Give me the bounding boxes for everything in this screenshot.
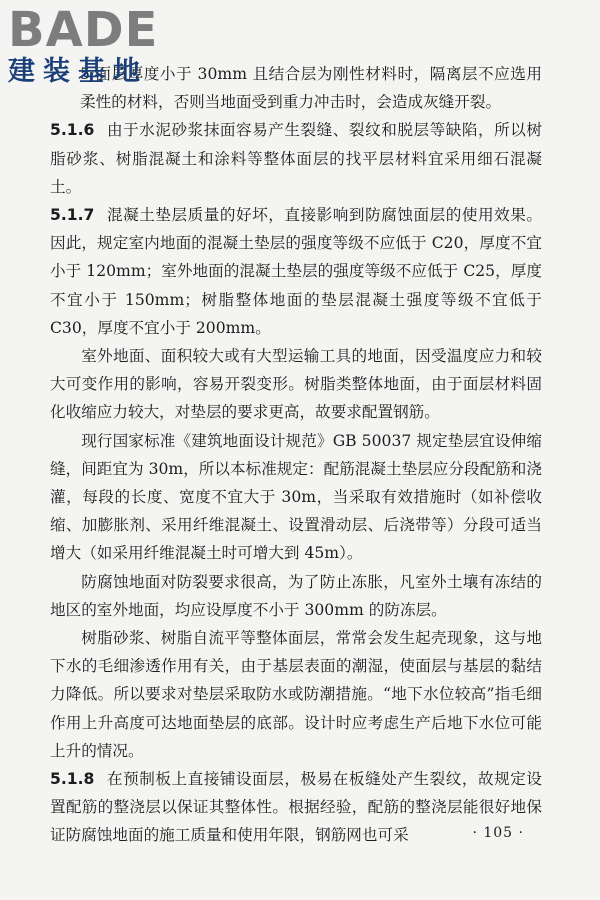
body-text (50, 60, 542, 850)
clause-paragraph (50, 116, 542, 201)
paragraph-text: 5 面层厚度小于 30mm 且结合层为刚性材料时，隔离层不应选用柔性的材料，否则当地面受到重力冲击时，会造成灰缝开裂。 (80, 65, 542, 112)
clause-paragraph (50, 201, 542, 342)
clause-number: 5.1.6 (50, 121, 95, 140)
paragraph: 室外地面、面积较大或有大型运输工具的地面，因受温度应力和较大可变作用的影响，容易开裂变形。树脂类整体地面，由于面层材料固化收缩应力较大，对垫层的要求更高，故要求配置钢筋。 (50, 347, 542, 422)
clause-number: 5.1.7 (50, 206, 95, 225)
logo-subtitle: 建装基地 (8, 56, 148, 87)
clause-paragraph (50, 765, 542, 850)
watermark-logo (8, 2, 178, 94)
clause-text: 在预制板上直接铺设面层，极易在板缝处产生裂纹，故规定设置配筋的整浇层以保证其整体性。根据经验，配筋的整浇层能很好地保证防腐蚀地面的施工质量和使用年限，钢筋网也可采 (50, 770, 542, 845)
logo-brand: BADE (8, 2, 159, 58)
page-number: · 105 · (472, 825, 524, 841)
clause-text: 混凝土垫层质量的好坏，直接影响到防腐蚀面层的使用效果。因此，规定室内地面的混凝土垫层的强度等级不应低于 C20，厚度不宜小于 120mm；室外地面的混凝土垫层的强度等级不应低于 C25，厚度不宜小于 150mm；树脂整体地面的垫层混凝土强度等级不宜低于 C30，厚度不宜小于 200mm。 (50, 206, 542, 337)
paragraph: 树脂砂浆、树脂自流平等整体面层，常常会发生起壳现象，这与地下水的毛细渗透作用有关，由于基层表面的潮湿，使面层与基层的黏结力降低。所以要求对垫层采取防水或防潮措施。“地下水位较高”指毛细作用上升高度可达地面垫层的底部。设计时应考虑生产后地下水位可能上升的情况。 (50, 629, 542, 760)
paragraph: 现行国家标准《建筑地面设计规范》GB 50037 规定垫层宜设伸缩缝，间距宜为 30m，所以本标准规定：配筋混凝土垫层应分段配筋和浇灌，每段的长度、宽度不宜大于 30m，当采取有效措施时（如补偿收缩、加膨胀剂、采用纤维混凝土、设置滑动层、后浇带等）分段可适当增大（如采用纤维混凝土时可增大到 45m）。 (50, 431, 542, 563)
paragraph: 防腐蚀地面对防裂要求很高，为了防止冻胀，凡室外土壤有冻结的地区的室外地面，均应设厚度不小于 300mm 的防冻层。 (50, 572, 542, 619)
clause-text: 由于水泥砂浆抹面容易产生裂缝、裂纹和脱层等缺陷，所以树脂砂浆、树脂混凝土和涂料等整体面层的找平层材料宜采用细石混凝土。 (50, 121, 542, 196)
clause-number: 5.1.8 (50, 770, 95, 789)
